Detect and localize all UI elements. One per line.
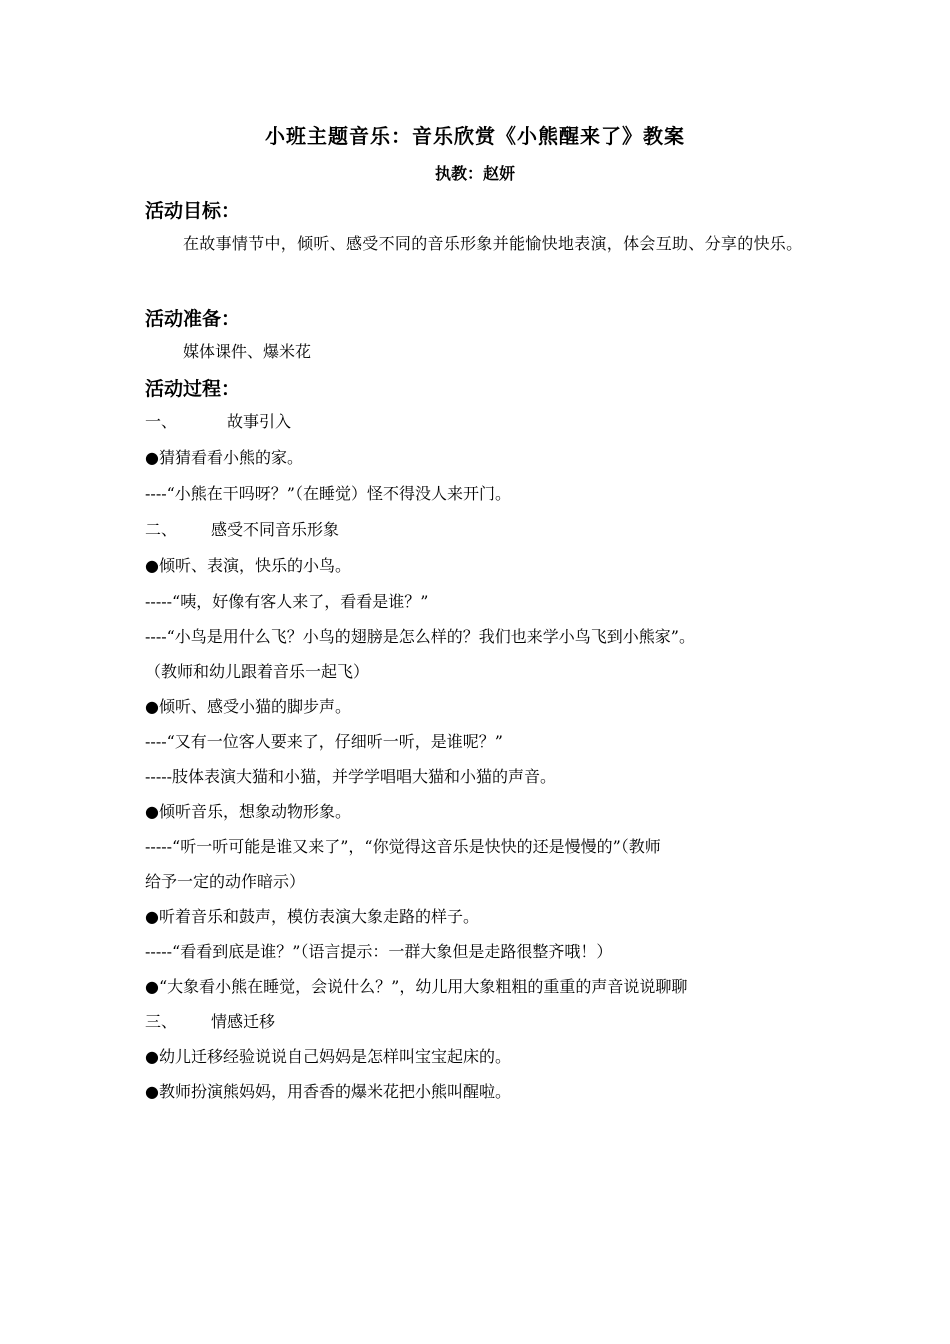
list-item: -----“听一听可能是谁又来了”，“你觉得这音乐是快快的还是慢慢的”（教师: [145, 837, 661, 856]
section-title: 情感迁移: [211, 1012, 276, 1031]
teacher-line: 执教：赵妍: [434, 164, 515, 183]
section-three: [145, 1004, 810, 1040]
list-item: 给予一定的动作暗示）: [145, 872, 306, 891]
section-title: 故事引入: [227, 412, 292, 431]
list-item: ----“又有一位客人要来了，仔细听一听，是谁呢？”: [145, 732, 503, 751]
document-title: 小班主题音乐：音乐欣赏《小熊醒来了》教案: [265, 124, 685, 148]
section-number: 三、: [145, 1012, 178, 1031]
list-item: ●教师扮演熊妈妈，用香香的爆米花把小熊叫醒啦。: [145, 1082, 511, 1101]
goal-text: 在故事情节中，倾听、感受不同的音乐形象并能愉快地表演，体会互助、分享的快乐。: [183, 234, 803, 253]
prep-heading: 活动准备：: [145, 308, 241, 330]
list-item: ●倾听音乐，想象动物形象。: [145, 802, 351, 821]
list-item: ●猜猜看看小熊的家。: [145, 448, 303, 467]
section-title: 感受不同音乐形象: [211, 520, 340, 539]
list-item: -----“咦，好像有客人来了，看看是谁？”: [145, 592, 429, 611]
list-item: ●倾听、表演，快乐的小鸟。: [145, 556, 351, 575]
list-item: -----“看看到底是谁？”（语言提示：一群大象但是走路很整齐哦！）: [145, 942, 613, 961]
section-number: 二、: [145, 520, 178, 539]
list-item: -----肢体表演大猫和小猫，并学学唱唱大猫和小猫的声音。: [145, 767, 557, 786]
goal-heading: 活动目标：: [145, 200, 241, 222]
list-item: ----“小熊在干吗呀？”（在睡觉）怪不得没人来开门。: [145, 484, 511, 503]
list-item: （教师和幼儿跟着音乐一起飞）: [145, 662, 370, 681]
list-item: ●倾听、感受小猫的脚步声。: [145, 697, 351, 716]
list-item: ●幼儿迁移经验说说自己妈妈是怎样叫宝宝起床的。: [145, 1047, 511, 1066]
section-number: 一、: [145, 412, 178, 431]
prep-text: 媒体课件、爆米花: [183, 342, 312, 361]
section-two: [145, 512, 810, 548]
process-heading: 活动过程：: [145, 378, 241, 400]
list-item: ●“大象看小熊在睡觉，会说什么？”，幼儿用大象粗粗的重重的声音说说聊聊: [145, 977, 688, 996]
list-item: ----“小鸟是用什么飞？小鸟的翅膀是怎么样的？我们也来学小鸟飞到小熊家”。: [145, 627, 695, 646]
list-item: ●听着音乐和鼓声，模仿表演大象走路的样子。: [145, 907, 479, 926]
section-one: [145, 404, 810, 440]
